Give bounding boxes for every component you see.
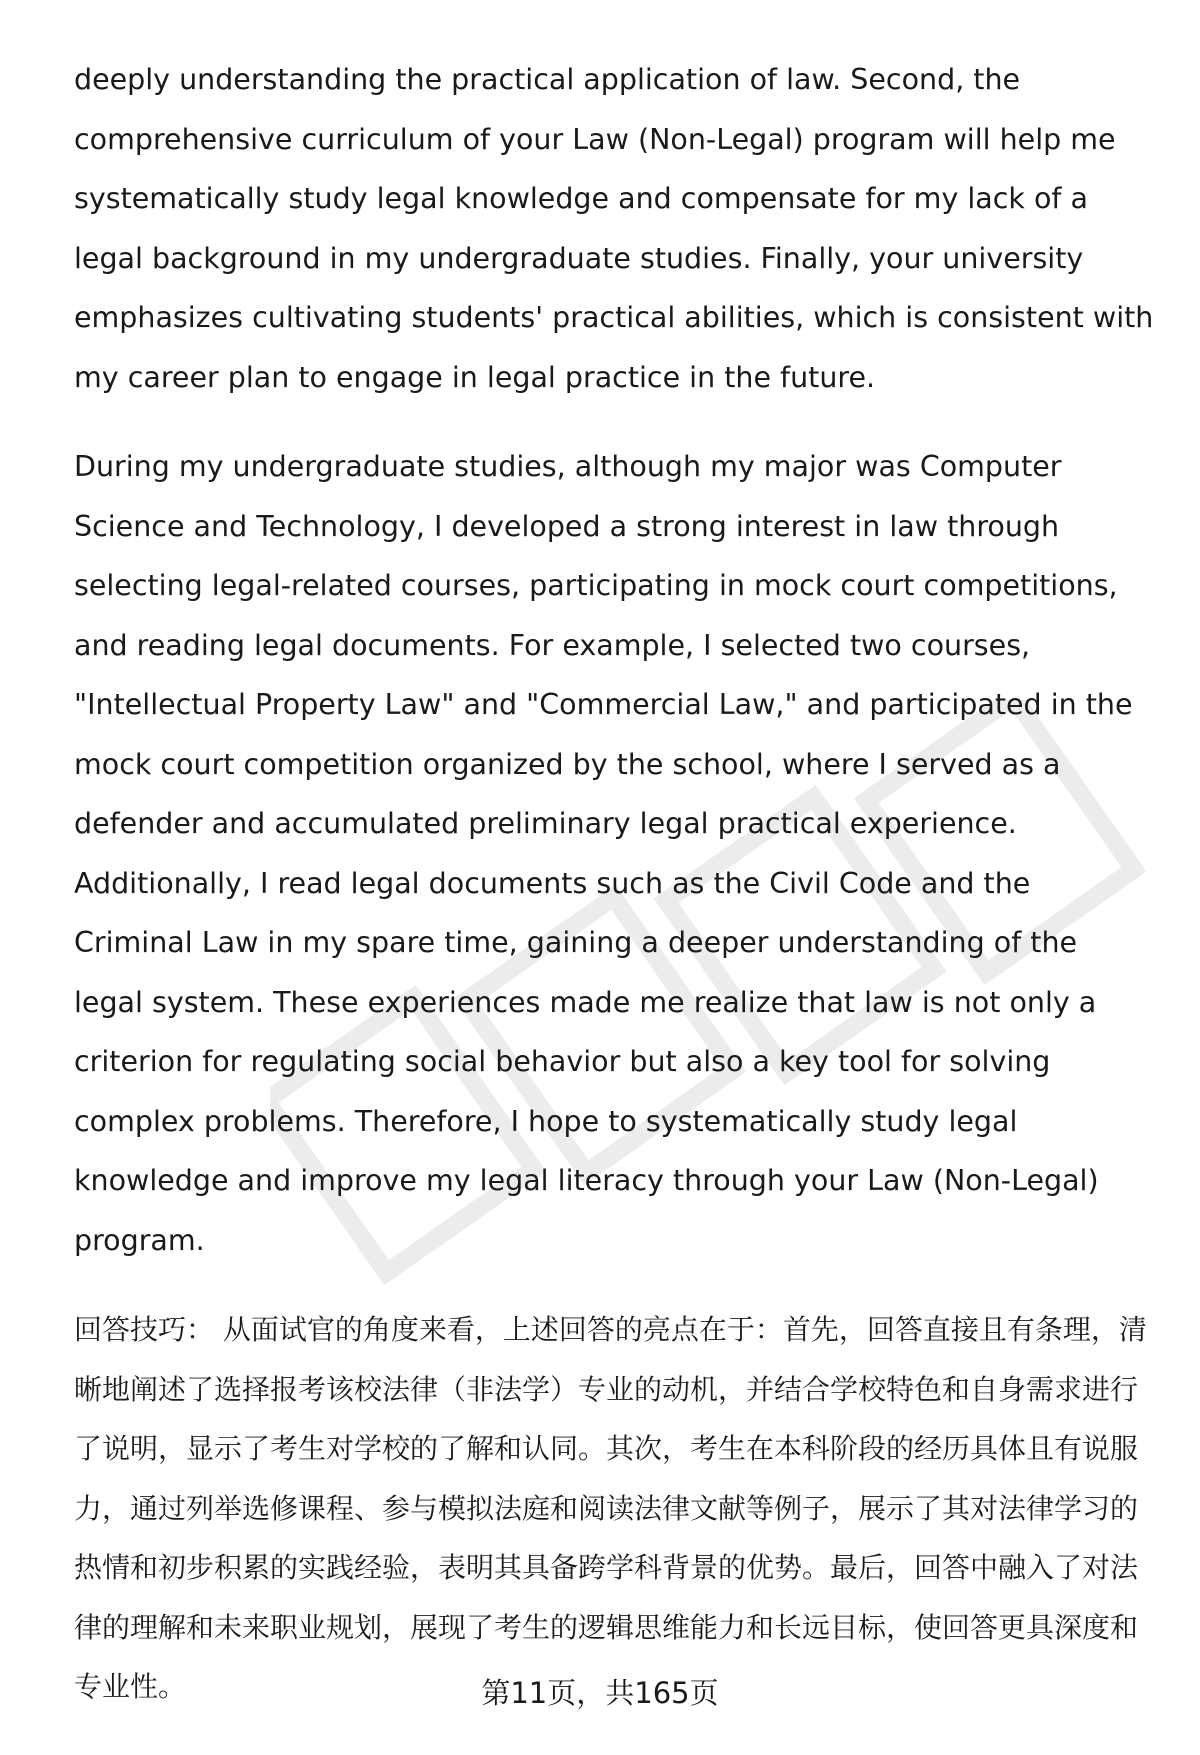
paragraph-undergraduate-experience: During my undergraduate studies, although my major was Computer Science and Technology, I developed a strong interest in law through selecting legal-related courses, participating in mock court competitions, and reading legal documents. For example, I selected two courses, "Intellectual Property Law" and "Commercial Law," and participated in the mock court competition organized by the school, where I served as a defender and accumulated preliminary legal practical experience. Additionally, I read legal documents such as the Civil Code and the Criminal Law in my spare time, gaining a deeper understanding of the legal system. These experiences made me realize that law is not only a criterion for regulating social behavior but also a key tool for solving complex problems. Therefore, I hope to systematically study legal knowledge and improve my legal literacy through your Law (Non-Legal) program.	[74, 450, 1133, 1257]
paragraph-answer-tips: 回答技巧： 从面试官的角度来看，上述回答的亮点在于：首先，回答直接且有条理，清晰地阐述了选择报考该校法律（非法学）专业的动机，并结合学校特色和自身需求进行了说明，显示了考生对学校的了解和认同。其次，考生在本科阶段的经历具体且有说服力，通过列举选修课程、参与模拟法庭和阅读法律文献等例子，展示了其对法律学习的热情和初步积累的实践经验，表明其具备跨学科背景的优势。最后，回答中融入了对法律的理解和未来职业规划，展现了考生的逻辑思维能力和长远目标，使回答更具深度和专业性。	[74, 1313, 1147, 1703]
document-body	[74, 50, 1154, 1747]
page-number: 第11页，共165页	[481, 1676, 719, 1710]
paragraph-motivation-continued: deeply understanding the practical application of law. Second, the comprehensive curriculum of your Law (Non-Legal) program will help me systematically study legal knowledge and compensate for my lack of a legal background in my undergraduate studies. Finally, your university emphasizes cultivating students' practical abilities, which is consistent with my career plan to engage in legal practice in the future.	[74, 63, 1154, 394]
